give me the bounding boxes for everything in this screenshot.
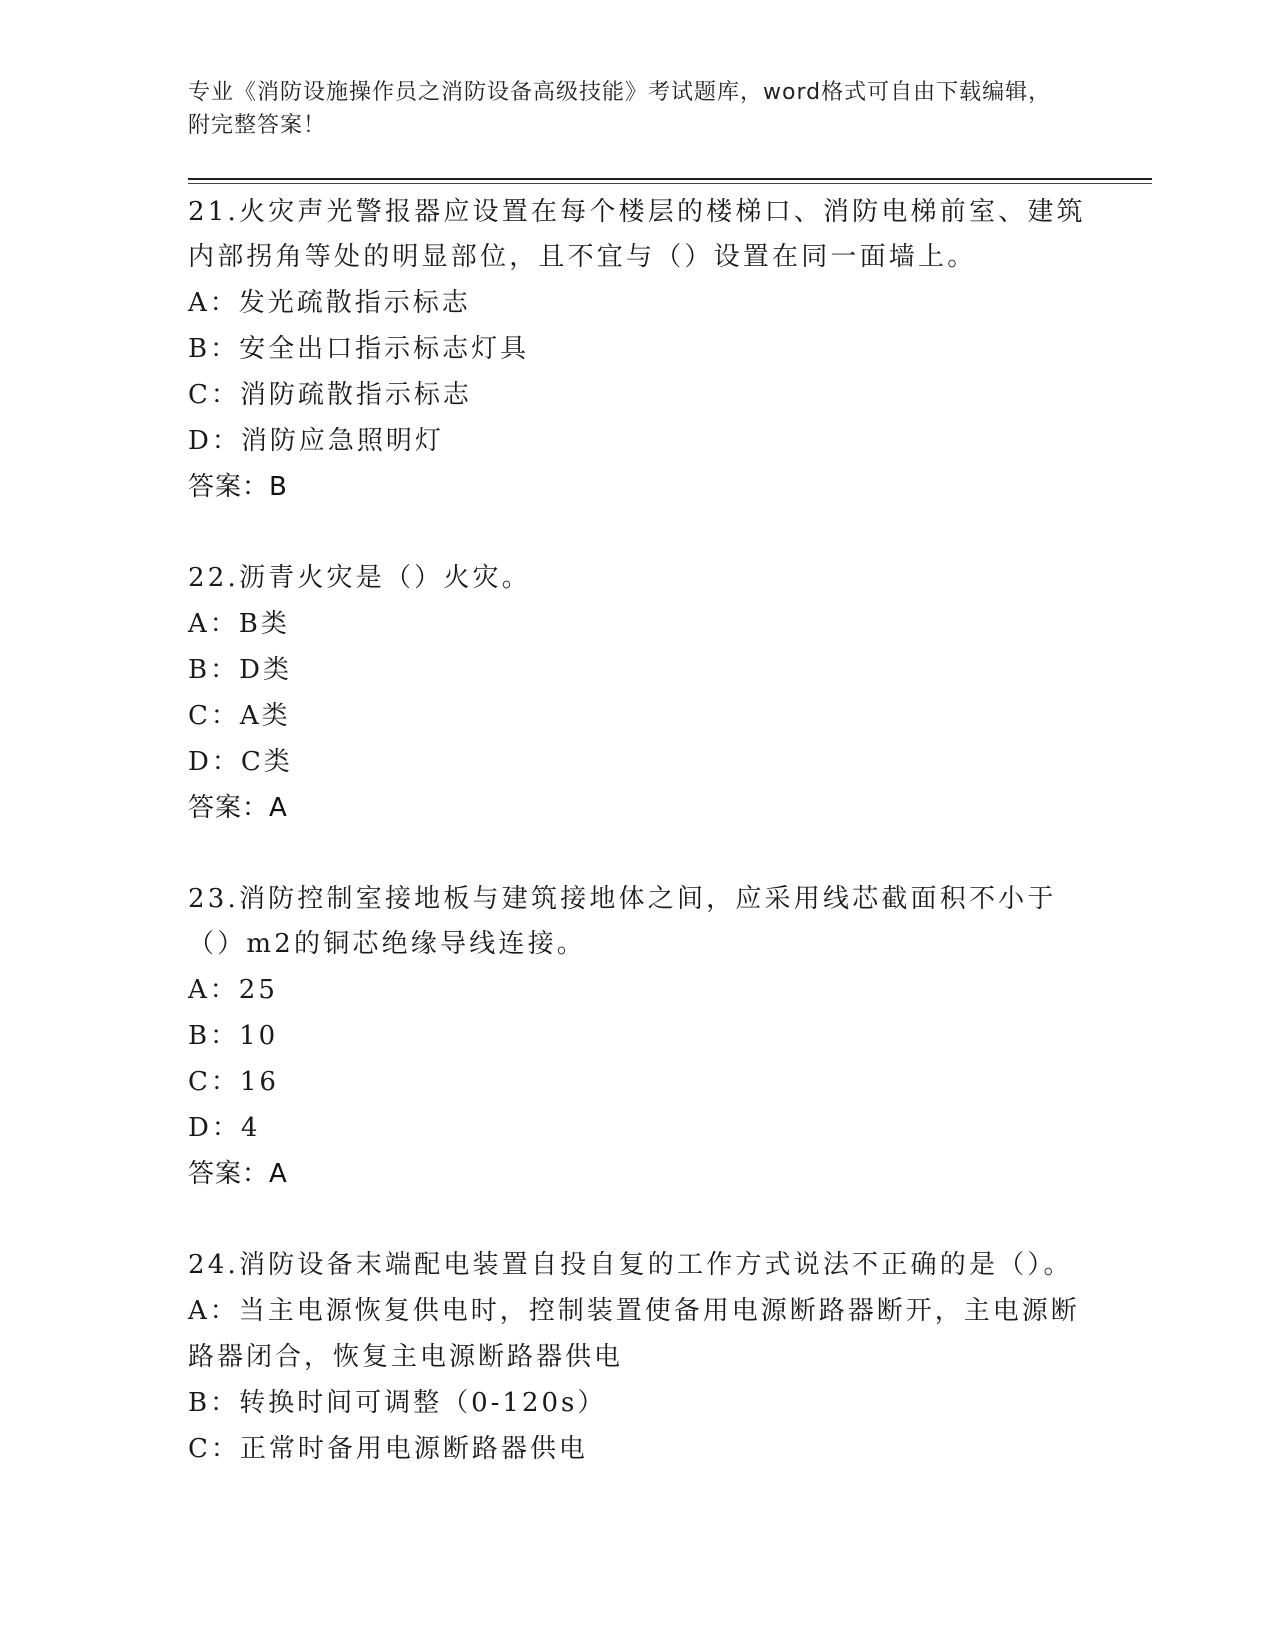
answer-line: 答案：A	[188, 1159, 288, 1189]
option-a: A：当主电源恢复供电时，控制装置使备用电源断路器断开，主电源断路器闭合，恢复主电源断路器供电	[188, 1296, 1080, 1372]
option-b: B：安全出口指示标志灯具	[188, 334, 530, 364]
question-stem: 24.消防设备末端配电装置自投自复的工作方式说法不正确的是（）。	[188, 1250, 1073, 1280]
question-stem: 22.沥青火灾是（）火灾。	[188, 563, 531, 593]
option-c: C：消防疏散指示标志	[188, 380, 472, 410]
header-divider-thin	[188, 183, 1152, 184]
option-a: A：B类	[188, 609, 290, 639]
option-b: B：10	[188, 1021, 279, 1051]
option-b: B：转换时间可调整（0-120s）	[188, 1388, 607, 1418]
question-stem: 23.消防控制室接地板与建筑接地体之间，应采用线芯截面积不小于（）m2的铜芯绝缘导线连接。	[188, 884, 1057, 959]
option-c: C：16	[188, 1067, 279, 1097]
answer-line: 答案：A	[188, 793, 288, 823]
option-b: B：D类	[188, 655, 292, 685]
option-a: A：发光疏散指示标志	[188, 288, 471, 318]
question-21	[188, 190, 1088, 510]
document-header: 专业《消防设施操作员之消防设备高级技能》考试题库，word格式可自由下载编辑，附完整答案！	[188, 80, 1052, 138]
question-stem: 21.火灾声光警报器应设置在每个楼层的楼梯口、消防电梯前室、建筑内部拐角等处的明显部位，且不宜与（）设置在同一面墙上。	[188, 197, 1086, 272]
question-22	[188, 556, 1088, 831]
option-c: C：A类	[188, 701, 291, 731]
option-d: D：消防应急照明灯	[188, 426, 444, 456]
question-list	[188, 190, 1088, 1518]
option-a: A：25	[188, 975, 278, 1005]
option-c: C：正常时备用电源断路器供电	[188, 1434, 588, 1464]
option-d: D：4	[188, 1113, 261, 1143]
answer-line: 答案：B	[188, 472, 288, 502]
question-24	[188, 1243, 1088, 1472]
header-divider-thick	[188, 178, 1152, 180]
option-d: D：C类	[188, 747, 293, 777]
question-23	[188, 877, 1088, 1197]
